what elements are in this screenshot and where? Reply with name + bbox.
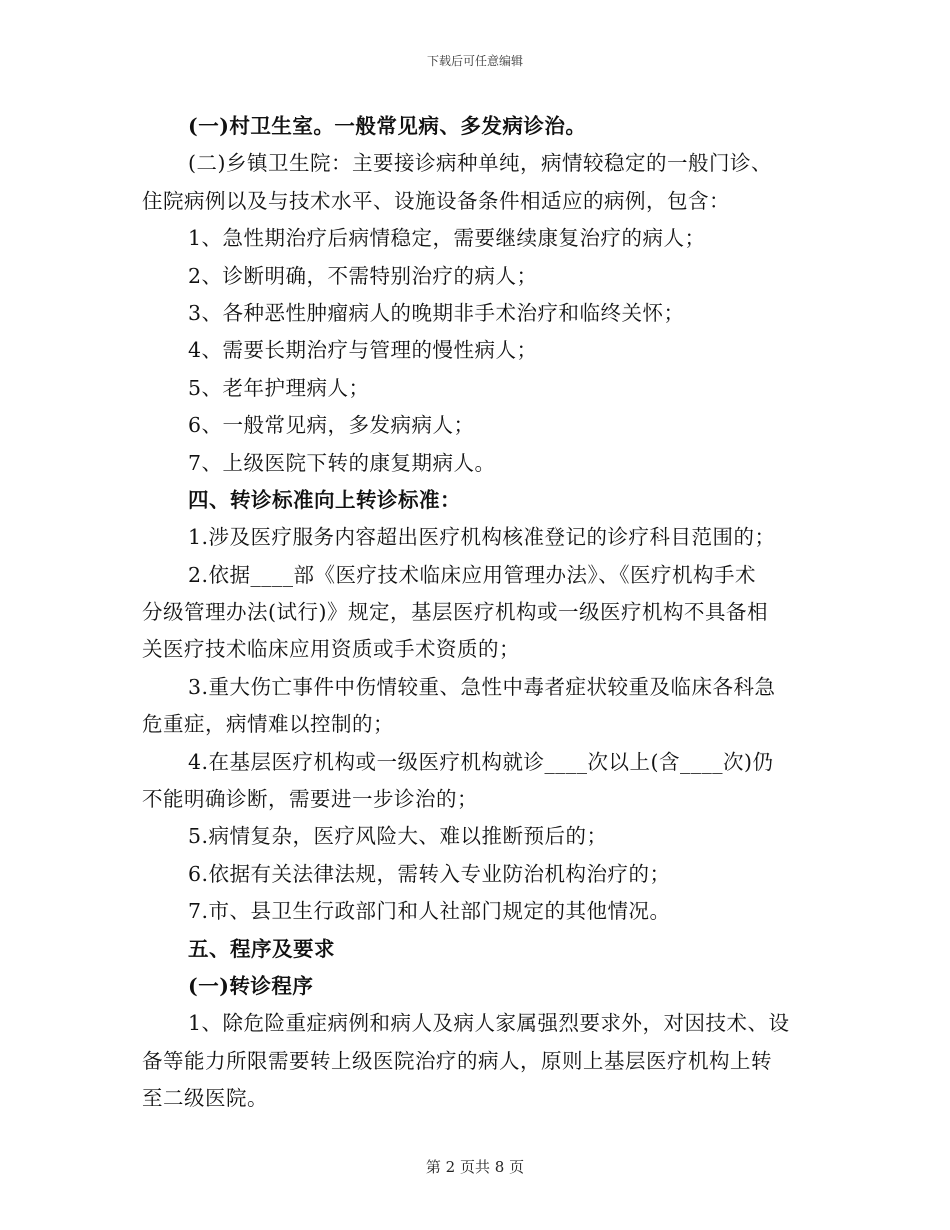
paragraph-line: 至二级医院。 bbox=[142, 1086, 268, 1111]
paragraph-line: (二)乡镇卫生院：主要接诊病种单纯，病情较稳定的一般门诊、 bbox=[188, 151, 772, 176]
list-item: 5.病情复杂，医疗风险大、难以推断预后的； bbox=[188, 824, 608, 849]
list-item: 5、老年护理病人； bbox=[188, 375, 370, 400]
document-body bbox=[142, 108, 810, 1118]
list-item: 2、诊断明确，不需特别治疗的病人； bbox=[188, 263, 538, 288]
page-number: 第 2 页共 8 页 bbox=[425, 1158, 525, 1176]
paragraph-line: 危重症，病情难以控制的； bbox=[142, 712, 394, 737]
paragraph-line: 备等能力所限需要转上级医院治疗的病人，原则上基层医疗机构上转 bbox=[142, 1048, 772, 1073]
list-item: 7.市、县卫生行政部门和人社部门规定的其他情况。 bbox=[188, 899, 671, 924]
paragraph-line: 住院病例以及与技术水平、设施设备条件相适应的病例，包含： bbox=[142, 188, 730, 213]
list-item: 4、需要长期治疗与管理的慢性病人； bbox=[188, 338, 538, 363]
list-item: 6.依据有关法律法规，需转入专业防治机构治疗的； bbox=[188, 861, 671, 886]
paragraph-line: 不能明确诊断，需要进一步诊治的； bbox=[142, 787, 478, 812]
list-item: 1、急性期治疗后病情稳定，需要继续康复治疗的病人； bbox=[188, 226, 706, 251]
list-item: 1.涉及医疗服务内容超出医疗机构核准登记的诊疗科目范围的； bbox=[188, 525, 776, 550]
list-item: 6、一般常见病，多发病病人； bbox=[188, 413, 475, 438]
list-item: 4.在基层医疗机构或一级医疗机构就诊____次以上(含____次)仍 bbox=[188, 749, 774, 774]
paragraph-line: 关医疗技术临床应用资质或手术资质的； bbox=[142, 637, 520, 662]
paragraph-line: 分级管理办法(试行)》规定，基层医疗机构或一级医疗机构不具备相 bbox=[142, 600, 768, 625]
subsection-heading: (一)转诊程序 bbox=[188, 973, 314, 998]
page-header: 下载后可任意编辑 bbox=[426, 54, 523, 68]
list-item: 1、除危险重症病例和病人及病人家属强烈要求外，对因技术、设 bbox=[188, 1011, 790, 1036]
list-item: 2.依据____部《医疗技术临床应用管理办法》、《医疗机构手术 bbox=[188, 562, 757, 587]
list-item: 7、上级医院下转的康复期病人。 bbox=[188, 450, 496, 475]
section-heading: 四、转诊标准向上转诊标准： bbox=[188, 487, 461, 512]
section-heading: 五、程序及要求 bbox=[188, 936, 335, 961]
paragraph-line: (一)村卫生室。一般常见病、多发病诊治。 bbox=[188, 114, 587, 138]
list-item: 3、各种恶性肿瘤病人的晚期非手术治疗和临终关怀； bbox=[188, 300, 685, 325]
list-item: 3.重大伤亡事件中伤情较重、急性中毒者症状较重及临床各科急 bbox=[188, 674, 776, 699]
